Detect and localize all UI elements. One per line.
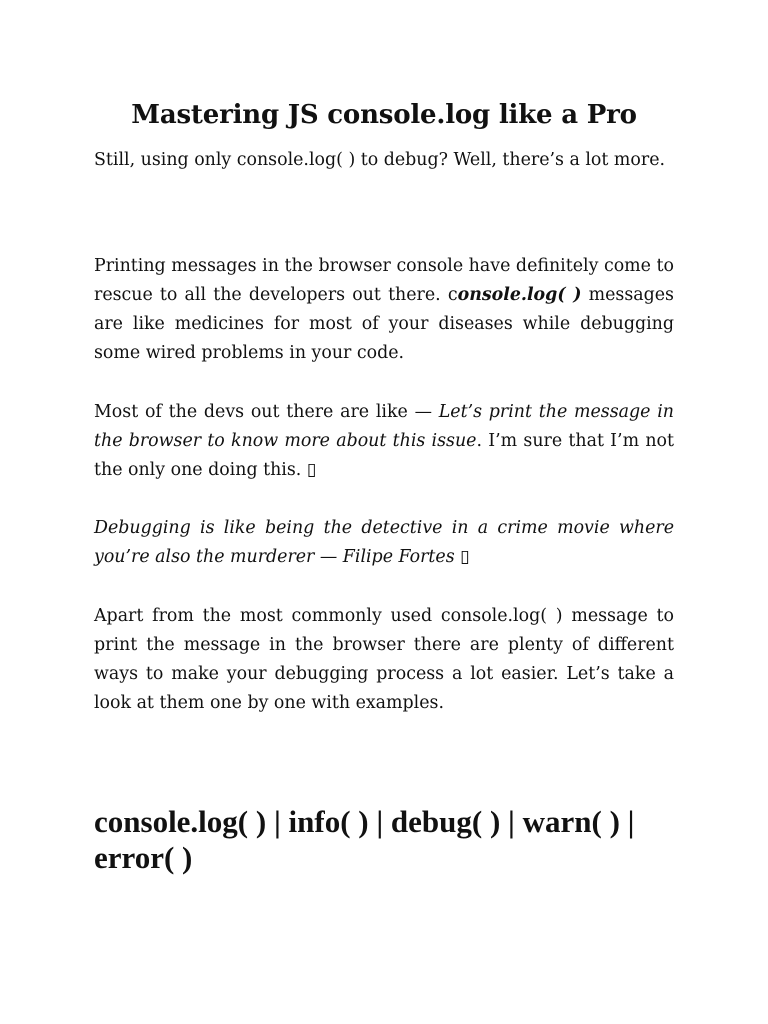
devs-paragraph (94, 398, 674, 485)
console-log-inline-code: onsole.log( ) (457, 285, 582, 305)
console-log-paragraph-lead: Printing messages in the browser console have definitely come to rescue to all the developers out there. c (94, 256, 674, 305)
emoji-placeholder-icon: ▯ (460, 547, 470, 567)
devs-paragraph-lead: Most of the devs out there are like — (94, 402, 439, 422)
quote-paragraph (94, 514, 674, 572)
apart-paragraph: Apart from the most commonly used console.log( ) message to print the message in the browser there are plenty of different ways to make your debugging process a lot easier. Let’s take a look at them one by one with examples. (94, 606, 674, 713)
emoji-placeholder-icon: ▯ (306, 460, 317, 480)
console-log-paragraph-tail: messages are like medicines for most of your diseases while debugging some wired problems in your code. (94, 285, 674, 363)
console-log-paragraph (94, 252, 674, 368)
devs-paragraph-tail: . I’m sure that I’m not the only one doing this. (94, 431, 674, 480)
devs-paragraph-quote: Let’s print the message in the browser to know more about this issue (94, 402, 674, 451)
page-title: Mastering JS console.log like a Pro (131, 100, 637, 130)
section-heading: console.log( ) | info( ) | debug( ) | warn( ) | error( ) (94, 804, 635, 875)
intro-paragraph: Still, using only console.log( ) to debug? Well, there’s a lot more. (94, 150, 666, 170)
quote-text: Debugging is like being the detective in a crime movie where you’re also the murderer — Filipe Fortes (94, 518, 674, 567)
